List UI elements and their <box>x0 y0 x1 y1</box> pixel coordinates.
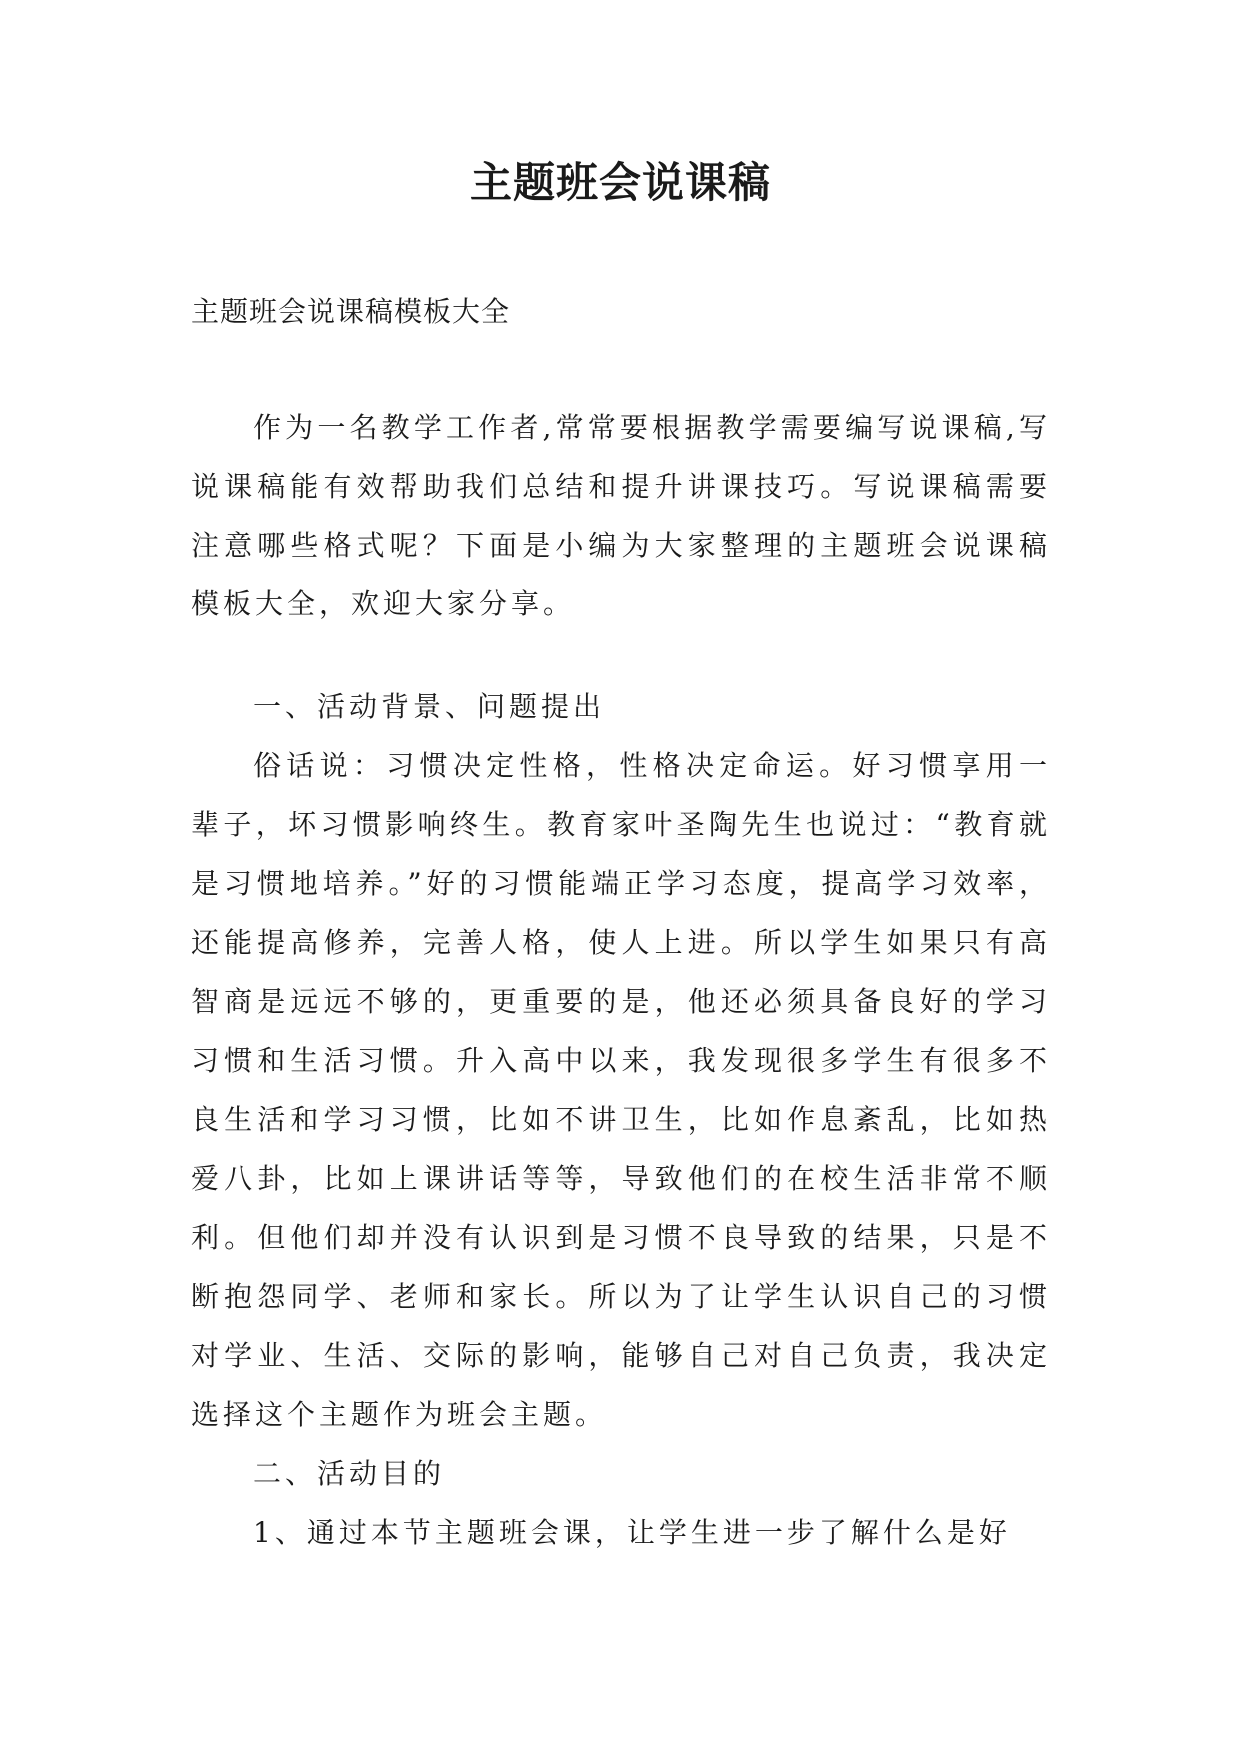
purpose-item-1: 1、通过本节主题班会课，让学生进一步了解什么是好 <box>253 1516 1011 1549</box>
body-sections <box>191 677 1051 1562</box>
section-heading-background: 一、活动背景、问题提出 <box>253 690 606 723</box>
section-paragraph-background: 俗话说：习惯决定性格，性格决定命运。好习惯享用一辈子，坏习惯影响终生。教育家叶圣陶先生也说过：“教育就是习惯地培养。”好的习惯能端正学习态度，提高学习效率，还能提高修养，完善人格，使人上进。所以学生如果只有高智商是远远不够的，更重要的是，他还必须具备良好的学习习惯和生活习惯。升入高中以来，我发现很多学生有很多不良生活和学习习惯，比如不讲卫生，比如作息紊乱，比如热爱八卦，比如上课讲话等等，导致他们的在校生活非常不顺利。但他们却并没有认识到是习惯不良导致的结果，只是不断抱怨同学、老师和家长。所以为了让学生认识自己的习惯对学业、生活、交际的影响，能够自己对自己负责，我决定选择这个主题作为班会主题。 <box>191 749 1051 1431</box>
document-title: 主题班会说课稿 <box>469 158 771 207</box>
document-subtitle: 主题班会说课稿模板大全 <box>191 295 511 328</box>
intro-paragraph: 作为一名教学工作者,常常要根据教学需要编写说课稿,写说课稿能有效帮助我们总结和提升讲课技巧。写说课稿需要注意哪些格式呢？下面是小编为大家整理的主题班会说课稿模板大全，欢迎大家分享。 <box>191 411 1051 621</box>
section-heading-purpose: 二、活动目的 <box>253 1457 446 1490</box>
